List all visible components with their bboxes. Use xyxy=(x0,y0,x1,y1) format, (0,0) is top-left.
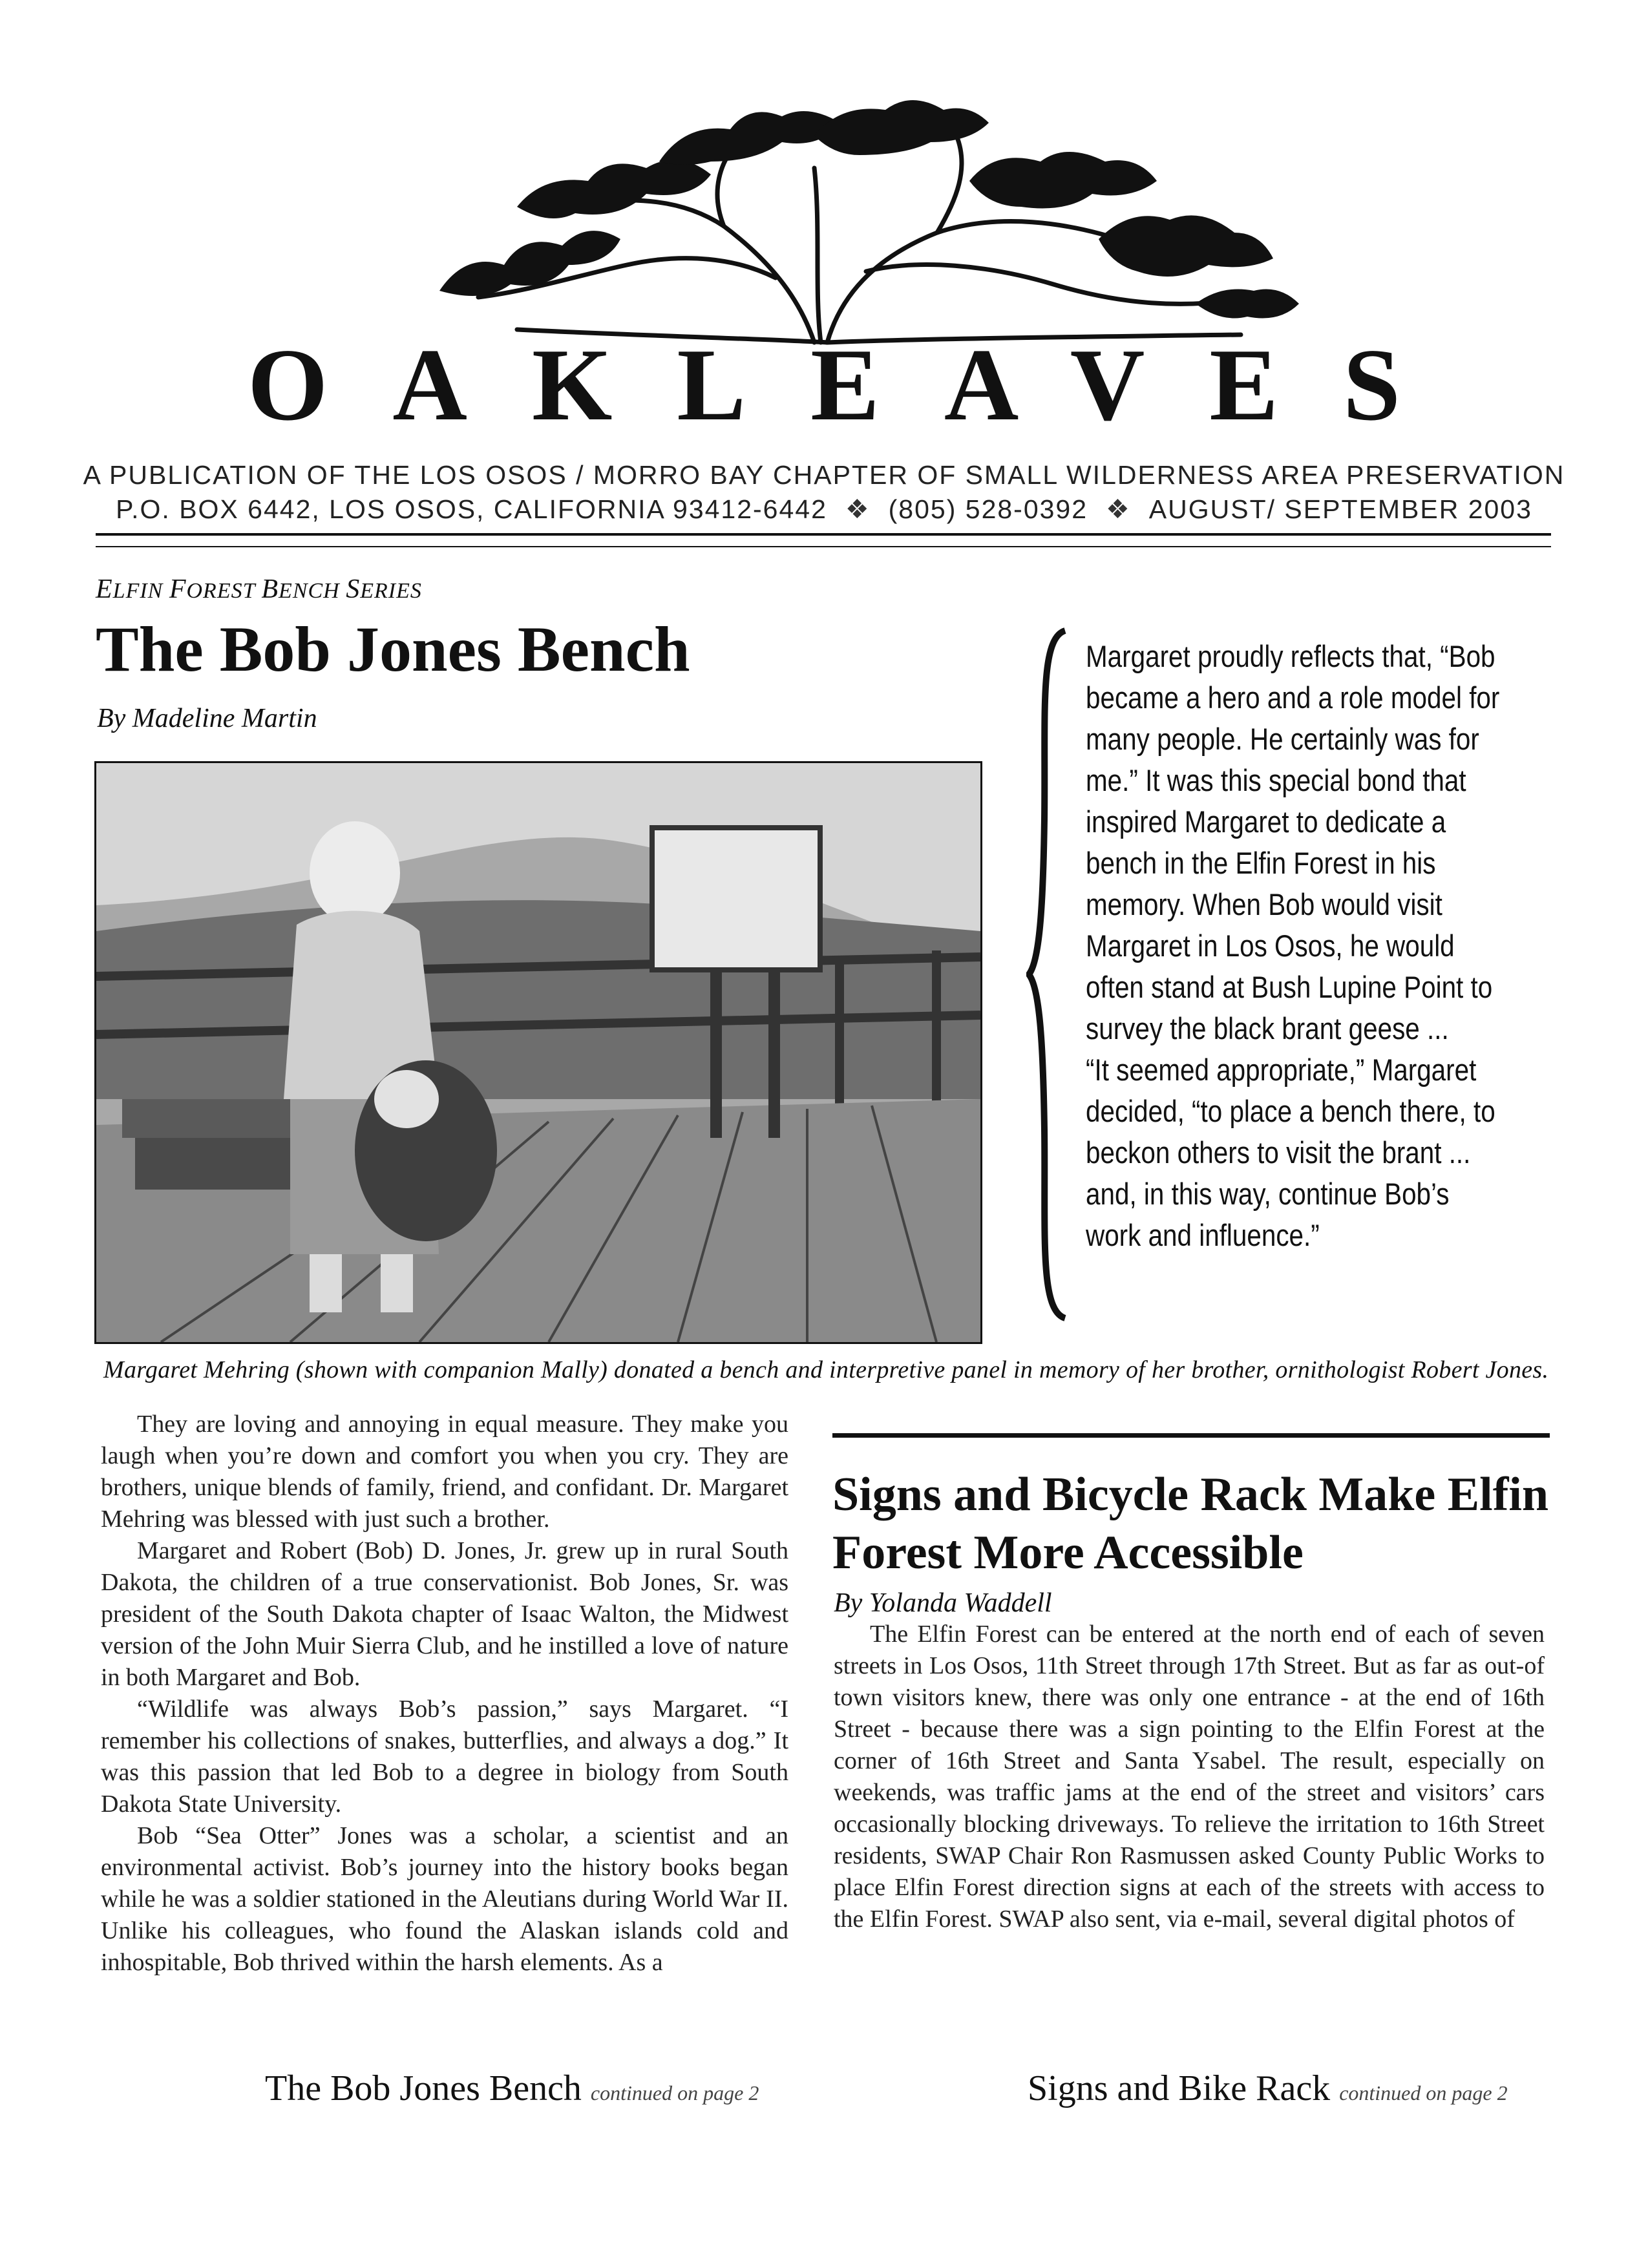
continued-jump[interactable] xyxy=(1028,2068,1508,2109)
jump-note: continued on page 2 xyxy=(590,2081,759,2105)
paragraph: They are loving and annoying in equal measure. They make you laugh when you’re down and comfort you when you cry. They are brothers, unique blends of family, friend, and confidant. Dr. Margaret Mehring was blessed with just such a brother. xyxy=(101,1411,788,1533)
lead-article-body xyxy=(101,1409,788,1979)
separator-icon: ❖ xyxy=(1106,494,1131,524)
paragraph: Bob “Sea Otter” Jones was a scholar, a scientist and an environmental activist. Bob’s journey into the history books began while he was a soldier stationed in the Aleutians during World War II. Unlike his colleagues, who found the Alaskan islands cold and inhospitable, Bob thrived within the harsh elements. As a xyxy=(101,1822,788,1976)
masthead-rule xyxy=(96,546,1551,547)
paragraph: Margaret and Robert (Bob) D. Jones, Jr. grew up in rural South Dakota, the children of a true conservationist. Bob Jones, Sr. was president of the South Dakota chapter of Isaac Walton, the Midwest version of the John Muir Sierra Club, and he instilled a love of nature in both Margaret and Bob. xyxy=(101,1537,788,1691)
article-title: The Bob Jones Bench xyxy=(96,613,690,685)
issue-date: AUGUST/ SEPTEMBER 2003 xyxy=(1148,494,1532,524)
masthead-title: OAKLEAVES xyxy=(247,327,1466,442)
address: P.O. BOX 6442, LOS OSOS, CALIFORNIA 93412-6442 xyxy=(116,494,827,524)
continued-jump[interactable] xyxy=(265,2068,759,2109)
byline: By Yolanda Waddell xyxy=(834,1588,1052,1618)
oak-tree-logo xyxy=(323,97,1331,355)
article-title: Signs and Bicycle Rack Make Elfin Forest More Accessible xyxy=(832,1468,1549,1579)
pull-quote-paragraph: Margaret proudly reflects that, “Bob became a hero and a role model for many people. He certainly was for me.” It was this special bond that inspired Margaret to dedicate a bench in the Elfin Forest in his memory. When Bob would visit Margaret in Los Osos, he would often stand at Bush Lupine Point to survey the black brant geese ... xyxy=(1086,639,1500,1045)
series-label: ELFIN FOREST BENCH SERIES xyxy=(96,574,422,604)
separator-icon: ❖ xyxy=(845,494,871,524)
pull-quote-paragraph: “It seemed appropriate,” Margaret decided, “to place a bench there, to beckon others to visit the brant ... and, in this way, continue Bob’s work and influence.” xyxy=(1086,1053,1495,1252)
jump-note: continued on page 2 xyxy=(1339,2081,1508,2105)
paragraph: “Wildlife was always Bob’s passion,” says Margaret. “I remember his collections of snakes, butterflies, and always a dog.” It was this passion that led Bob to a degree in biology from South Dakota State University. xyxy=(101,1696,788,1818)
masthead-rule xyxy=(96,533,1551,536)
phone: (805) 528-0392 xyxy=(888,494,1088,524)
byline: By Madeline Martin xyxy=(97,704,317,733)
photo-caption: Margaret Mehring (shown with companion Mally) donated a bench and interpretive panel in memory of her brother, ornithologist Robert Jones. xyxy=(103,1356,1549,1383)
contact-line xyxy=(0,494,1648,525)
paragraph: The Elfin Forest can be entered at the north end of each of seven streets in Los Osos, 11th Street through 17th Street. But as far as out-of town visitors knew, there was only one entrance - at the end of 16th Street - because there was a sign pointing to the Elfin Forest at the corner of 16th Street and Santa Ysabel. The result, especially on weekends, was traffic jams at the end of the street and visitors’ cars occasionally blocking driveways. To relieve the irritation to 16th Street residents, SWAP Chair Ron Rasmussen asked County Public Works to place Elfin Forest direction signs at each of the streets with access to the Elfin Forest. SWAP also sent, via e-mail, several digital photos of xyxy=(834,1621,1545,1933)
bench-photo xyxy=(94,761,982,1344)
jump-title: The Bob Jones Bench xyxy=(265,2068,582,2108)
jump-title: Signs and Bike Rack xyxy=(1028,2068,1331,2108)
second-article-body xyxy=(834,1619,1545,1935)
article-rule xyxy=(832,1433,1550,1438)
pull-quote xyxy=(1086,636,1505,1256)
publisher-line: A PUBLICATION OF THE LOS OSOS / MORRO BAY CHAPTER OF SMALL WILDERNESS AREA PRESERVATION xyxy=(83,460,1565,490)
pull-quote-brace xyxy=(1026,625,1072,1323)
